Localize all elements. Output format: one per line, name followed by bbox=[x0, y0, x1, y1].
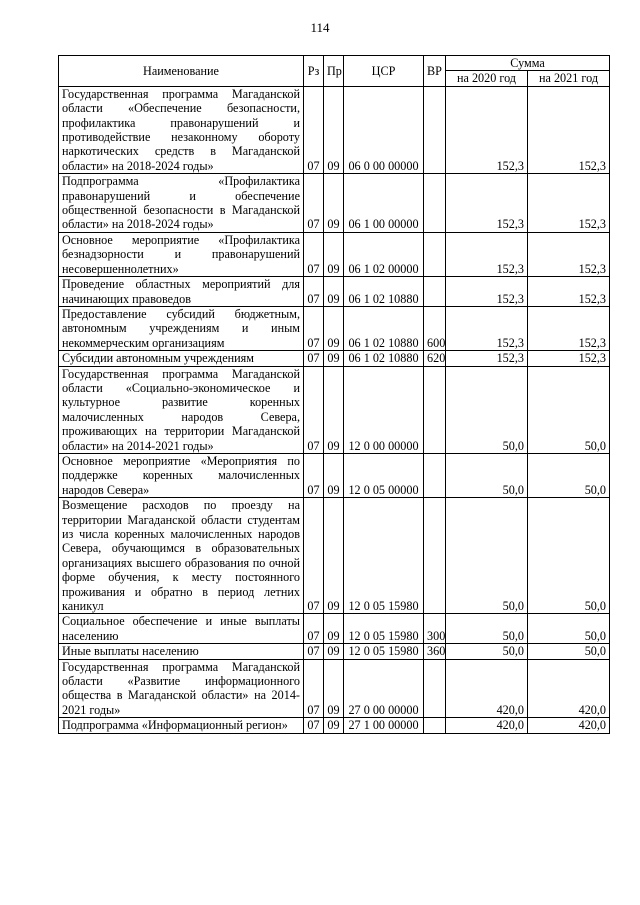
row-csr: 06 1 02 10880 bbox=[344, 351, 424, 366]
row-sum-2020: 152,3 bbox=[446, 174, 528, 233]
row-vr bbox=[424, 366, 446, 453]
header-year-2020: на 2020 год bbox=[446, 71, 528, 86]
row-sum-2020: 50,0 bbox=[446, 614, 528, 644]
row-vr bbox=[424, 498, 446, 614]
row-name: Государственная программа Магаданской области «Развитие информационного общества в Магаданской области» на 2014-2021 годы» bbox=[59, 659, 304, 718]
row-rz: 07 bbox=[304, 614, 324, 644]
row-vr: 620 bbox=[424, 351, 446, 366]
row-rz: 07 bbox=[304, 498, 324, 614]
page-number: 114 bbox=[310, 20, 330, 35]
row-vr bbox=[424, 86, 446, 173]
row-sum-2021: 152,3 bbox=[528, 86, 610, 173]
row-sum-2020: 152,3 bbox=[446, 277, 528, 307]
row-rz: 07 bbox=[304, 232, 324, 276]
row-name: Субсидии автономным учреждениям bbox=[59, 351, 304, 366]
row-sum-2021: 420,0 bbox=[528, 718, 610, 733]
row-pr: 09 bbox=[324, 718, 344, 733]
row-vr: 300 bbox=[424, 614, 446, 644]
row-vr bbox=[424, 718, 446, 733]
header-vr: ВР bbox=[424, 56, 446, 87]
row-csr: 06 1 02 10880 bbox=[344, 277, 424, 307]
header-year-2021: на 2021 год bbox=[528, 71, 610, 86]
table-row bbox=[59, 174, 610, 233]
row-sum-2021: 152,3 bbox=[528, 174, 610, 233]
row-pr: 09 bbox=[324, 498, 344, 614]
row-pr: 09 bbox=[324, 306, 344, 350]
table-row bbox=[59, 453, 610, 497]
row-sum-2021: 50,0 bbox=[528, 366, 610, 453]
row-pr: 09 bbox=[324, 366, 344, 453]
table-row bbox=[59, 232, 610, 276]
row-csr: 12 0 05 00000 bbox=[344, 453, 424, 497]
row-csr: 12 0 05 15980 bbox=[344, 614, 424, 644]
row-sum-2020: 152,3 bbox=[446, 86, 528, 173]
row-sum-2021: 50,0 bbox=[528, 498, 610, 614]
table-row bbox=[59, 306, 610, 350]
table-row bbox=[59, 86, 610, 173]
row-sum-2020: 152,3 bbox=[446, 351, 528, 366]
row-pr: 09 bbox=[324, 277, 344, 307]
budget-table bbox=[58, 55, 610, 734]
row-name: Государственная программа Магаданской области «Социально-экономическое и культурное развитие коренных малочисленных народов Севера, проживающих на территории Магаданской области» на 2014-2021 годы» bbox=[59, 366, 304, 453]
row-vr bbox=[424, 453, 446, 497]
row-pr: 09 bbox=[324, 614, 344, 644]
row-pr: 09 bbox=[324, 453, 344, 497]
row-vr bbox=[424, 174, 446, 233]
row-csr: 06 1 02 00000 bbox=[344, 232, 424, 276]
row-csr: 12 0 05 15980 bbox=[344, 644, 424, 659]
row-name: Проведение областных мероприятий для начинающих правоведов bbox=[59, 277, 304, 307]
table-row bbox=[59, 498, 610, 614]
row-rz: 07 bbox=[304, 644, 324, 659]
row-sum-2021: 50,0 bbox=[528, 644, 610, 659]
row-sum-2021: 152,3 bbox=[528, 351, 610, 366]
header-sum: Сумма bbox=[446, 56, 610, 71]
row-name: Подпрограмма «Профилактика правонарушений и обеспечение общественной безопасности в Магаданской области» на 2018-2024 годы» bbox=[59, 174, 304, 233]
row-pr: 09 bbox=[324, 351, 344, 366]
header-name: Наименование bbox=[59, 56, 304, 87]
row-pr: 09 bbox=[324, 174, 344, 233]
row-name: Государственная программа Магаданской области «Обеспечение безопасности, профилактика правонарушений и противодействие незаконному обороту наркотических средств в Магаданской области» на 2018-2024 годы» bbox=[59, 86, 304, 173]
row-vr bbox=[424, 659, 446, 718]
row-name: Основное мероприятие «Профилактика безнадзорности и правонарушений несовершеннолетних» bbox=[59, 232, 304, 276]
row-rz: 07 bbox=[304, 366, 324, 453]
row-pr: 09 bbox=[324, 659, 344, 718]
row-rz: 07 bbox=[304, 351, 324, 366]
row-sum-2021: 152,3 bbox=[528, 306, 610, 350]
row-csr: 12 0 05 15980 bbox=[344, 498, 424, 614]
row-sum-2020: 420,0 bbox=[446, 659, 528, 718]
table-row bbox=[59, 659, 610, 718]
row-pr: 09 bbox=[324, 644, 344, 659]
row-rz: 07 bbox=[304, 453, 324, 497]
row-csr: 27 0 00 00000 bbox=[344, 659, 424, 718]
row-pr: 09 bbox=[324, 86, 344, 173]
row-name: Возмещение расходов по проезду на территории Магаданской области студентам из числа коренных малочисленных народов Севера, обучающимся в образовательных организациях высшего образования по очной форме обучения, к месту постоянного проживания и обратно в период летних каникул bbox=[59, 498, 304, 614]
row-rz: 07 bbox=[304, 718, 324, 733]
table-header bbox=[59, 56, 610, 87]
header-pr: Пр bbox=[324, 56, 344, 87]
row-name: Предоставление субсидий бюджетным, автономным учреждениям и иным некоммерческим организациям bbox=[59, 306, 304, 350]
row-sum-2020: 50,0 bbox=[446, 453, 528, 497]
row-name: Иные выплаты населению bbox=[59, 644, 304, 659]
row-sum-2021: 152,3 bbox=[528, 277, 610, 307]
table-row bbox=[59, 644, 610, 659]
row-rz: 07 bbox=[304, 659, 324, 718]
row-sum-2020: 50,0 bbox=[446, 366, 528, 453]
row-name: Основное мероприятие «Мероприятия по поддержке коренных малочисленных народов Севера» bbox=[59, 453, 304, 497]
row-sum-2020: 152,3 bbox=[446, 306, 528, 350]
row-csr: 06 1 02 10880 bbox=[344, 306, 424, 350]
row-sum-2021: 420,0 bbox=[528, 659, 610, 718]
row-vr: 600 bbox=[424, 306, 446, 350]
row-sum-2021: 50,0 bbox=[528, 614, 610, 644]
row-vr bbox=[424, 232, 446, 276]
row-name: Подпрограмма «Информационный регион» bbox=[59, 718, 304, 733]
row-vr bbox=[424, 277, 446, 307]
row-vr: 360 bbox=[424, 644, 446, 659]
row-csr: 27 1 00 00000 bbox=[344, 718, 424, 733]
row-rz: 07 bbox=[304, 277, 324, 307]
row-rz: 07 bbox=[304, 86, 324, 173]
row-csr: 06 0 00 00000 bbox=[344, 86, 424, 173]
row-sum-2021: 152,3 bbox=[528, 232, 610, 276]
table-body bbox=[59, 86, 610, 733]
header-csr: ЦСР bbox=[344, 56, 424, 87]
row-rz: 07 bbox=[304, 306, 324, 350]
row-sum-2020: 420,0 bbox=[446, 718, 528, 733]
row-sum-2021: 50,0 bbox=[528, 453, 610, 497]
row-name: Социальное обеспечение и иные выплаты населению bbox=[59, 614, 304, 644]
row-sum-2020: 50,0 bbox=[446, 644, 528, 659]
row-pr: 09 bbox=[324, 232, 344, 276]
table-row bbox=[59, 366, 610, 453]
row-rz: 07 bbox=[304, 174, 324, 233]
table-row bbox=[59, 718, 610, 733]
row-csr: 06 1 00 00000 bbox=[344, 174, 424, 233]
table-row bbox=[59, 277, 610, 307]
table-row bbox=[59, 351, 610, 366]
header-rz: Рз bbox=[304, 56, 324, 87]
row-sum-2020: 50,0 bbox=[446, 498, 528, 614]
row-csr: 12 0 00 00000 bbox=[344, 366, 424, 453]
table-row bbox=[59, 614, 610, 644]
row-sum-2020: 152,3 bbox=[446, 232, 528, 276]
